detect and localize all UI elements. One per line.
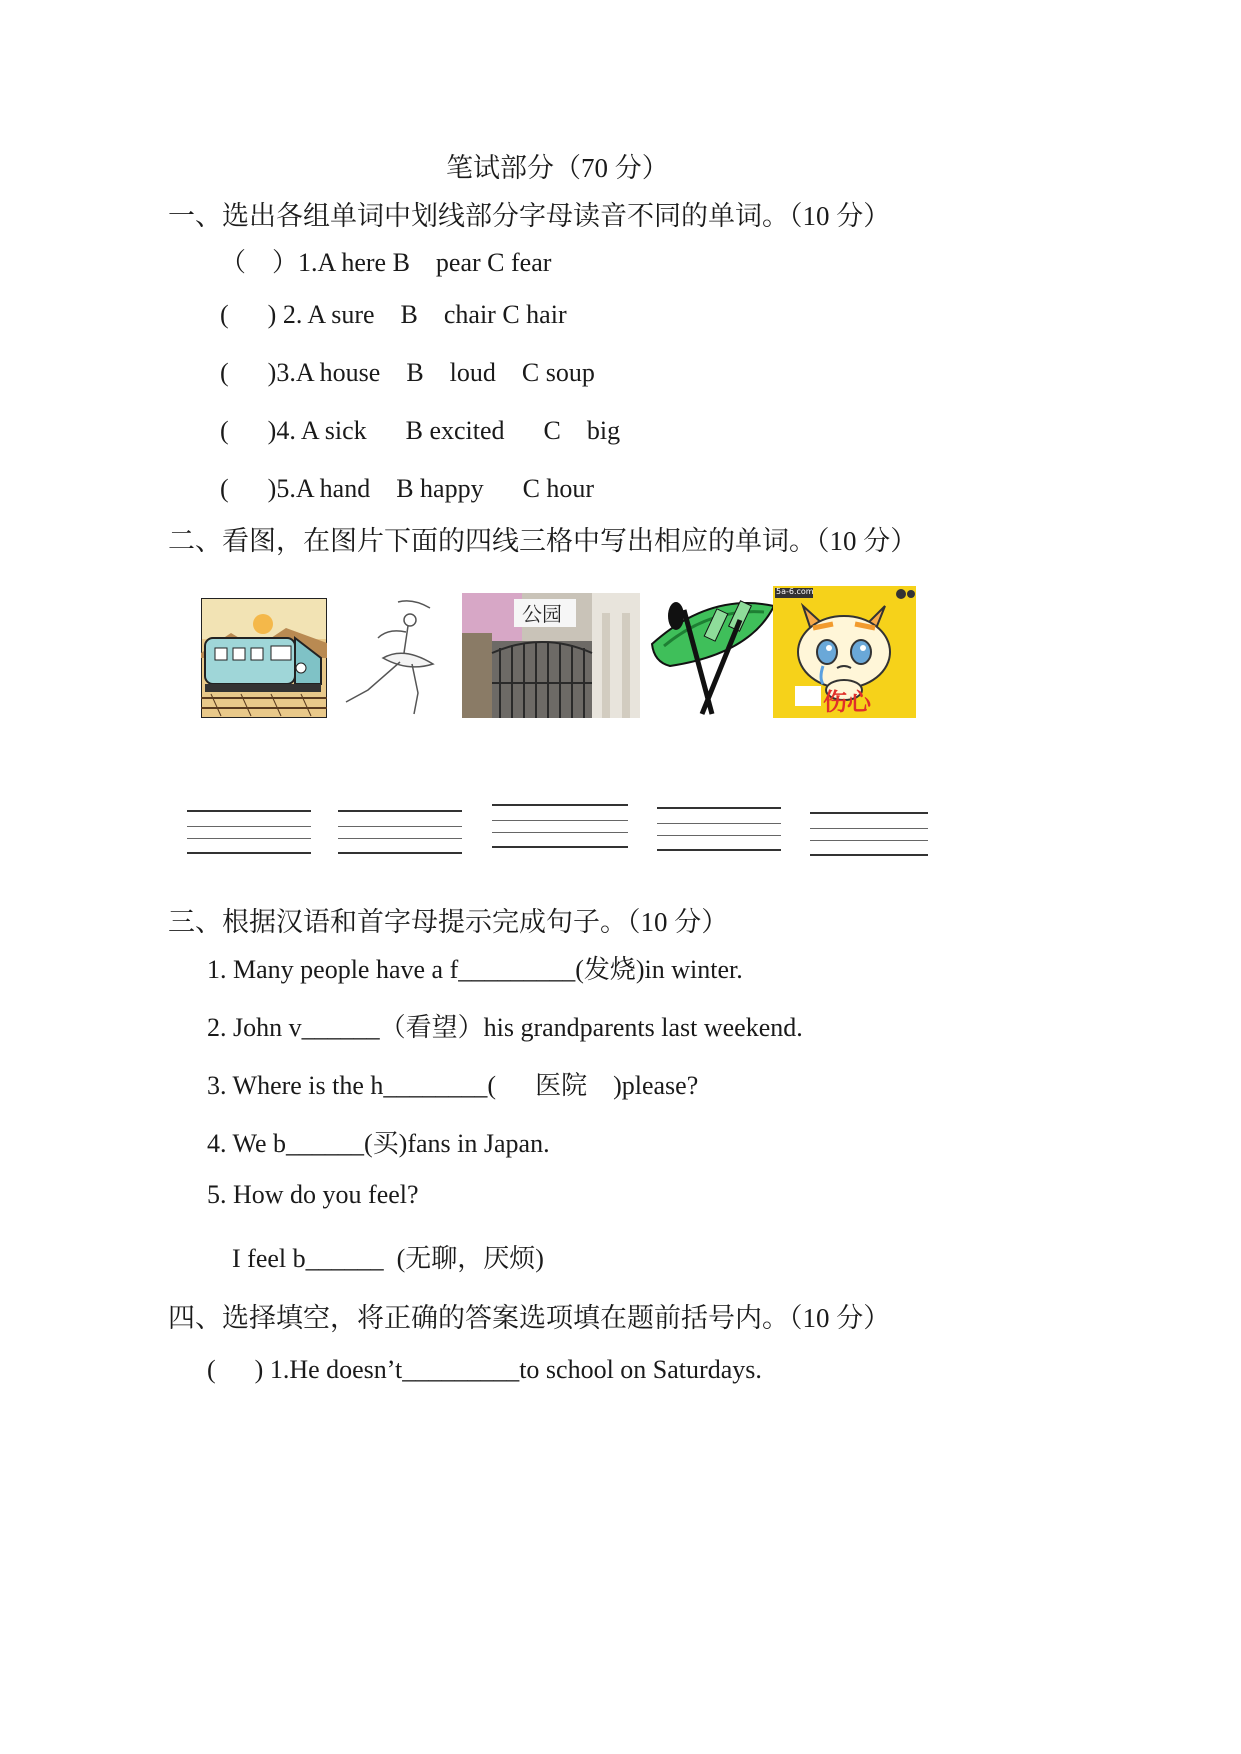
question-3-4: 4. We b______(买)fans in Japan. [207,1129,550,1158]
watermark: 5a-6.com [776,587,814,596]
page-title: 笔试部分（70 分） [446,153,669,183]
sad-cat-picture [773,586,916,718]
rowing-boat-picture [650,590,775,718]
question-3-5: 5. How do you feel? [207,1180,419,1209]
question-1-2: ( ) 2. A sure B chair C hair [220,300,567,329]
section-1-heading: 一、选出各组单词中划线部分字母读音不同的单词。（10 分） [168,201,891,231]
question-3-1: 1. Many people have a f_________(发烧)in winter. [207,955,743,984]
question-4-1: ( ) 1.He doesn’t_________to school on Saturdays. [207,1355,762,1384]
section-2-heading: 二、看图，在图片下面的四线三格中写出相应的单词。（10 分） [168,526,918,556]
writing-grid-5[interactable] [810,808,928,858]
ballet-dancer-picture [338,598,454,718]
writing-grid-1[interactable] [187,806,311,856]
section-3-heading: 三、根据汉语和首字母提示完成句子。（10 分） [168,907,729,937]
sad-caption: 伤心 [823,688,871,716]
writing-grid-2[interactable] [338,806,462,856]
park-gate-picture [462,593,640,718]
question-3-5-answer: I feel b______ (无聊，厌烦) [232,1244,544,1273]
question-1-5: ( )5.A hand B happy C hour [220,474,595,503]
section-4-heading: 四、选择填空，将正确的答案选项填在题前括号内。（10 分） [168,1303,891,1333]
question-3-2: 2. John v______（看望）his grandparents last weekend. [207,1013,803,1042]
question-1-1: （ ）1.A here B pear C fear [220,248,552,277]
question-1-4: ( )4. A sick B excited C big [220,416,621,445]
question-1-3: ( )3.A house B loud C soup [220,358,595,387]
train-picture [201,598,327,718]
park-sign-caption: 公园 [522,602,562,626]
writing-grid-4[interactable] [657,803,781,853]
writing-grid-3[interactable] [492,800,628,850]
question-3-3: 3. Where is the h________( 医院 )please? [207,1071,699,1100]
